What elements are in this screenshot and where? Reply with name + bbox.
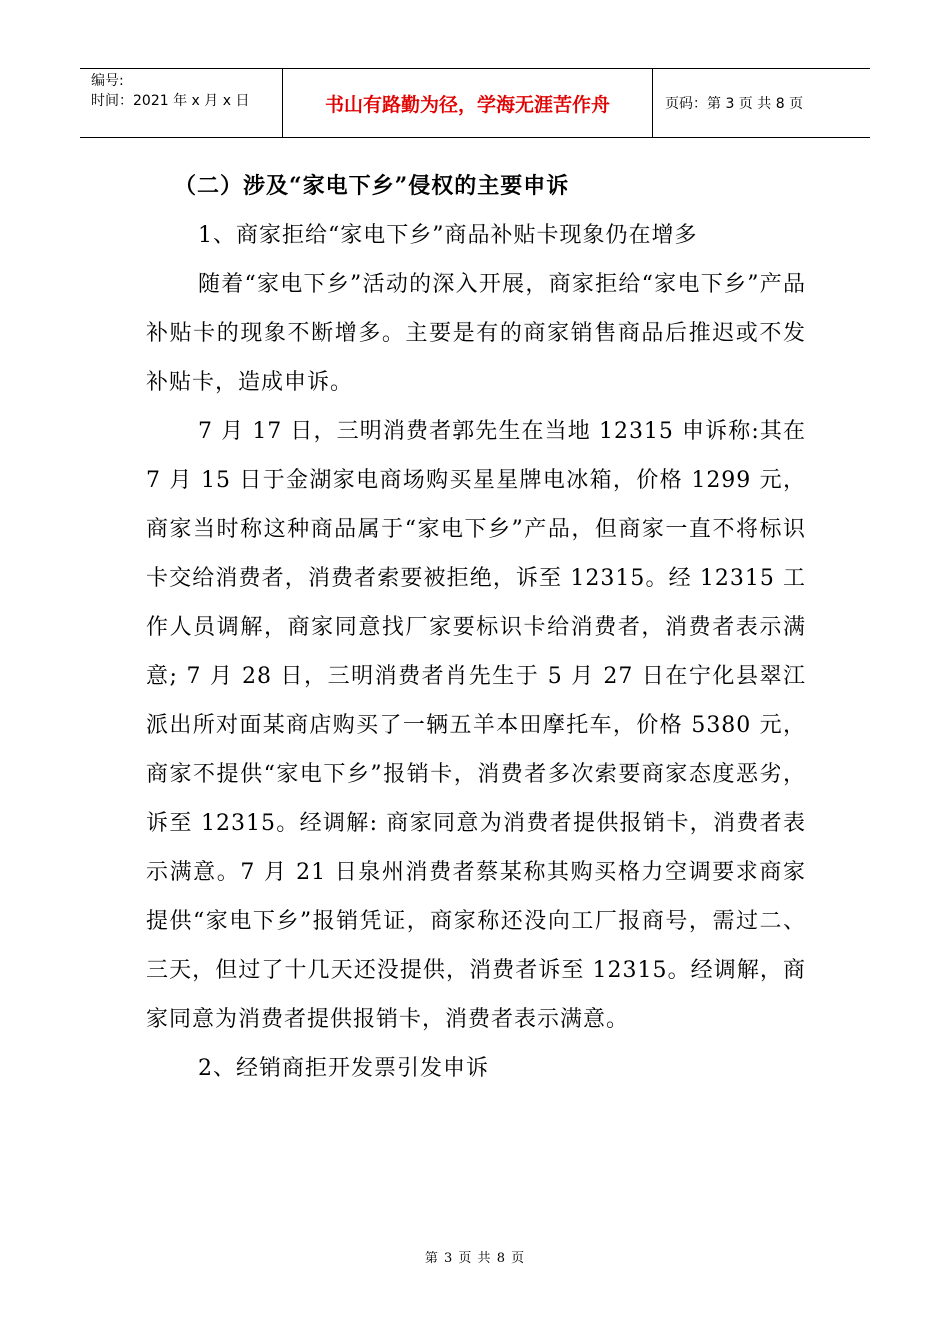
paragraph-1: 随着“家电下乡”活动的深入开展，商家拒给“家电下乡”产品补贴卡的现象不断增多。主要是有的商家销售商品后推迟或不发补贴卡，造成申诉。 (146, 272, 806, 395)
page-header (80, 68, 870, 138)
item-2-title: 2、经销商拒开发票引发申诉 (198, 1056, 489, 1081)
item-1-title: 1、商家拒给“家电下乡”商品补贴卡现象仍在增多 (198, 223, 698, 248)
document-number-label: 编号: (91, 73, 124, 89)
header-meta (80, 69, 283, 137)
document-time: 时间：2021 年 x 月 x 日 (91, 93, 250, 109)
header-motto: 书山有路勤为径，学海无涯苦作舟 (283, 69, 653, 137)
paragraph-2: 7 月 17 日，三明消费者郭先生在当地 12315 申诉称:其在 7 月 15 日于金湖家电商场购买星星牌电冰箱，价格 1299 元，商家当时称这种商品属于“家电下乡”产品，但商家一直不将标识卡交给消费者，消费者索要被拒绝，诉至 12315。经 12315 工作人员调解，商家同意找厂家要标识卡给消费者，消费者表示满意; 7 月 28 日，三明消费者肖先生于 5 月 27 日在宁化县翠江派出所对面某商店购买了一辆五羊本田摩托车，价格 5380 元，商家不提供“家电下乡”报销卡，消费者多次索要商家态度恶劣，诉至 12315。经调解: 商家同意为消费者提供报销卡，消费者表示满意。7 月 21 日泉州消费者蔡某称其购买格力空调要求商家提供“家电下乡”报销凭证，商家称还没向工厂报商号，需过二、三天，但过了十几天还没提供，消费者诉至 12315。经调解，商家同意为消费者提供报销卡，消费者表示满意。 (146, 419, 806, 1032)
page-footer: 第 3 页 共 8 页 (424, 1251, 526, 1266)
header-page-code: 页码：第 3 页 共 8 页 (665, 96, 804, 112)
section-title: （二）涉及“家电下乡”侵权的主要申诉 (174, 173, 570, 199)
document-body (146, 162, 806, 1093)
